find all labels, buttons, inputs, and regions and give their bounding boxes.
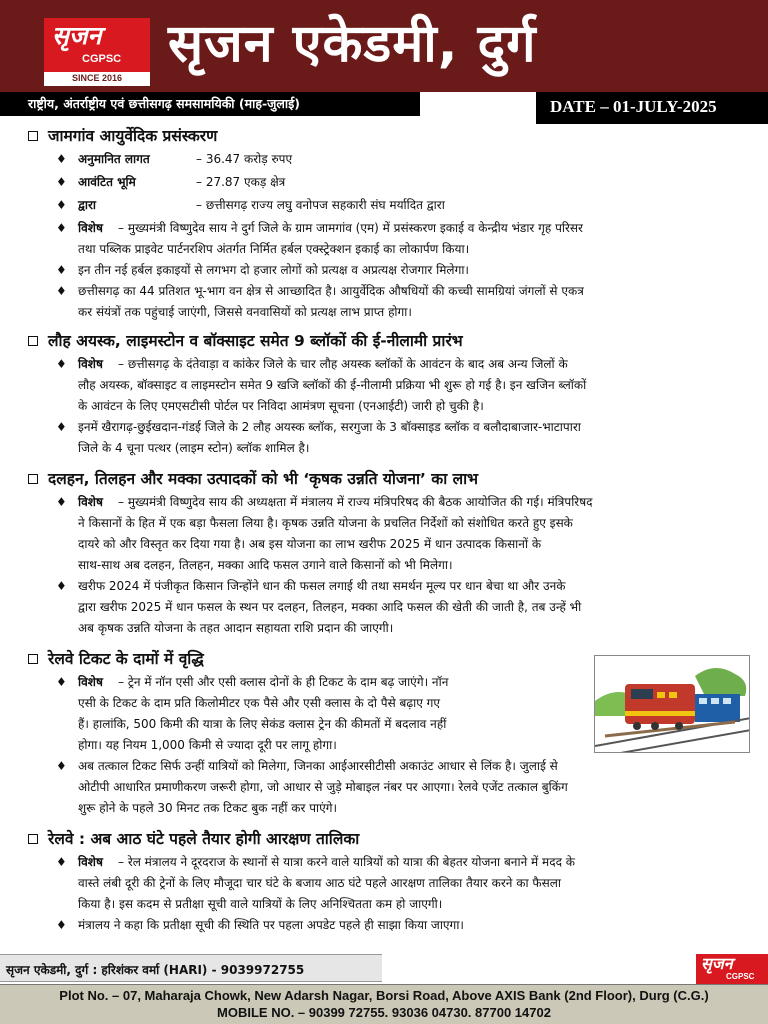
line-text: – मुख्यमंत्री विष्णुदेव साय ने दुर्ग जिले के ग्राम जामगांव (एम) में प्रसंस्करण इकाई व केन्द्रीय भंडार गृह परिसर: [118, 221, 583, 235]
line-text: ने किसानों के हित में एक बड़ा फैसला लिया है। कृषक उन्नति योजना के प्रचलित निर्देशों को संशोधित करते हुए इसके: [78, 516, 573, 530]
line-text: – 36.47 करोड़ रुपए: [196, 152, 293, 166]
line-label: अनुमानित लागत: [78, 152, 150, 166]
line-text: – 27.87 एकड़ क्षेत्र: [196, 175, 286, 189]
line-text: जिले के 4 चूना पत्थर (लाइम स्टोन) ब्लॉक शामिल है।: [78, 441, 310, 455]
line-label: विशेष: [78, 221, 103, 235]
line-text: साथ-साथ अब दलहन, तिलहन, मक्का आदि फसल उगाने वाले किसानों को भी मिलेगा।: [78, 558, 453, 572]
line-text: हैं। हालांकि, 500 किमी की यात्रा के लिए सेकंड क्लास ट्रेन की कीमतों में बदलाव नहीं: [78, 717, 447, 731]
line-text: मंत्रालय ने कहा कि प्रतीक्षा सूची की स्थिति पर पहला अपडेट पहले ही साझा किया जाएगा।: [78, 918, 464, 932]
line-text: वास्ते लंबी दूरी की ट्रेनों के लिए मौजूदा चार घंटे के बजाय आठ घंटे पहले आरक्षण तालिका तैयार करने का फैसला: [78, 876, 561, 890]
line-label: आवंटित भूमि: [78, 175, 136, 189]
checkbox-icon: [28, 654, 38, 664]
section-title: दलहन, तिलहन और मक्का उत्पादकों को भी ‘कृषक उन्नति योजना’ का लाभ: [48, 470, 479, 488]
checkbox-icon: [28, 474, 38, 484]
bullet-icon: ♦: [56, 284, 67, 298]
line-text: किया है। इस कदम से प्रतीक्षा सूची वाले यात्रियों के लिए अनिश्चितता कम हो जाएगी।: [78, 897, 443, 911]
checkbox-icon: [28, 336, 38, 346]
section-title: लौह अयस्क, लाइमस्टोन व बॉक्साइट समेत 9 ब्लॉकों की ई-नीलामी प्रारंभ: [48, 332, 463, 350]
footer-logo: [696, 954, 768, 984]
line-text: अब तत्काल टिकट सिर्फ उन्हीं यात्रियों को मिलेगा, जिनका आईआरसीटीसी अकाउंट आधार से लिंक है। जुलाई से: [78, 759, 558, 773]
bullet-icon: ♦: [56, 263, 67, 277]
footer-logo-hindi: सृजन: [701, 954, 733, 973]
header-banner: [0, 0, 768, 92]
line-text: छत्तीसगढ़ का 44 प्रतिशत भू-भाग वन क्षेत्र से आच्छादित है। आयुर्वेदिक औषधियों की कच्ची सामग्रियां जंगलों से एकत्र: [78, 284, 584, 298]
footer-contact-bar: [0, 954, 768, 982]
footer-name: सृजन एकेडमी, दुर्ग : हरिशंकर वर्मा (HARI) - 9039972755: [0, 954, 382, 982]
line-text: एसी के टिकट के दाम प्रति किलोमीटर एक पैसे और एसी क्लास के दो पैसे बढ़ाए गए: [78, 696, 441, 710]
bullet-icon: ♦: [56, 918, 67, 932]
logo-since-text: SINCE 2016: [71, 73, 123, 83]
bullet-icon: ♦: [56, 198, 67, 212]
logo-hindi-text: सृजन: [52, 21, 102, 50]
subheader-bar: [0, 92, 768, 124]
line-text: – ट्रेन में नॉन एसी और एसी क्लास दोनों के ही टिकट के दाम बढ़ जाएंगे। नॉन: [118, 675, 449, 689]
line-text: – रेल मंत्रालय ने दूरदराज के स्थानों से यात्रा करने वाले यात्रियों को यात्रा की बेहतर योजना बनाने में मदद के: [118, 855, 575, 869]
line-text: इन तीन नई हर्बल इकाइयों से लगभग दो हजार लोगों को प्रत्यक्ष व अप्रत्यक्ष रोजगार मिलेगा।: [78, 263, 469, 277]
line-text: – छत्तीसगढ़ राज्य लघु वनोपज सहकारी संघ मर्यादित द्वारा: [196, 198, 445, 212]
line-text: – छत्तीसगढ़ के दंतेवाड़ा व कांकेर जिले के चार लौह अयस्क ब्लॉकों के आवंटन के बाद अब अन्य जिलों के: [118, 357, 568, 371]
line-text: इनमें खैरागढ़-छुईखदान-गंडई जिले के 2 लौह अयस्क ब्लॉक, सरगुजा के 3 बॉक्साइड ब्लॉक व बलौदाबाजार-भाटापारा: [78, 420, 581, 434]
line-text: अब कृषक उन्नति योजना के तहत आदान सहायता राशि प्रदान की जाएगी।: [78, 621, 394, 635]
train-image: [594, 655, 750, 753]
bullet-icon: ♦: [56, 152, 67, 166]
bullet-icon: ♦: [56, 357, 67, 371]
mobile-text: MOBILE NO. – 90399 72755. 93036 04730. 87700 14702: [217, 1005, 551, 1020]
bullet-icon: ♦: [56, 175, 67, 189]
bullet-icon: ♦: [56, 855, 67, 869]
bullet-icon: ♦: [56, 579, 67, 593]
bullet-icon: ♦: [56, 759, 67, 773]
bullet-icon: ♦: [56, 675, 67, 689]
section-title: जामगांव आयुर्वेदिक प्रसंस्करण: [48, 127, 218, 145]
line-label: विशेष: [78, 855, 103, 869]
line-text: के आवंटन के लिए एमएसटीसी पोर्टल पर निविदा आमंत्रण सूचना (एनआईटी) जारी हो चुकी है।: [78, 399, 484, 413]
line-label: विशेष: [78, 357, 103, 371]
line-text: खरीफ 2024 में पंजीकृत किसान जिन्होंने धान की फसल लगाई थी तथा समर्थन मूल्य पर धान बेचा था और उनके: [78, 579, 566, 593]
footer-address: [0, 984, 768, 1024]
line-text: शुरू होने के पहले 30 मिनट तक टिकट बुक नहीं कर पाएंगे।: [78, 801, 338, 815]
academy-logo: [44, 18, 150, 86]
logo-cgpsc-text: CGPSC: [82, 53, 122, 65]
date-label: DATE – 01-JULY-2025: [536, 92, 768, 124]
bullet-icon: ♦: [56, 420, 67, 434]
section-title: रेलवे : अब आठ घंटे पहले तैयार होगी आरक्षण तालिका: [48, 830, 360, 848]
section-title: रेलवे टिकट के दामों में वृद्धि: [48, 650, 204, 668]
line-text: होगा। यह नियम 1,000 किमी से ज्यादा दूरी पर लागू होगा।: [78, 738, 337, 752]
line-text: दायरे को और विस्तृत कर दिया गया है। अब इस योजना का लाभ खरीफ 2025 में धान उत्पादक किसानों के: [78, 537, 542, 551]
address-text: Plot No. – 07, Maharaja Chowk, New Adarsh Nagar, Borsi Road, Above AXIS Bank (2nd Floor), Durg (C.G.): [59, 988, 709, 1003]
line-label: विशेष: [78, 675, 103, 689]
bullet-icon: ♦: [56, 495, 67, 509]
line-text: – मुख्यमंत्री विष्णुदेव साय की अध्यक्षता में मंत्रालय में राज्य मंत्रिपरिषद की बैठक आयोजित की गई। मंत्रिपरिषद: [118, 495, 593, 509]
line-text: ओटीपी आधारित प्रमाणीकरण जरूरी होगा, जो आधार से जुड़े मोबाइल नंबर पर आएगा। रेलवे एजेंट तत्काल बुकिंग: [78, 780, 568, 794]
checkbox-icon: [28, 131, 38, 141]
bullet-icon: ♦: [56, 221, 67, 235]
line-label: विशेष: [78, 495, 103, 509]
line-text: तथा पब्लिक प्राइवेट पार्टनरशिप अंतर्गत निर्मित हर्बल एक्स्ट्रेक्शन इकाई का लोकार्पण किया।: [78, 242, 470, 256]
footer-logo-cgpsc: CGPSC: [726, 972, 755, 981]
line-text: कर संयंत्रों तक पहुंचाई जाएंगी, जिससे वनवासियों को प्रत्यक्ष लाभ प्राप्त होगा।: [78, 305, 412, 319]
page-title: सृजन एकेडमी, दुर्ग: [168, 14, 537, 74]
line-text: लौह अयस्क, बॉक्साइट व लाइमस्टोन समेत 9 खजि ब्लॉकों की ई-नीलामी प्रक्रिया भी शुरू हो गई है। इन खजिन ब्लॉकों: [78, 378, 587, 392]
checkbox-icon: [28, 834, 38, 844]
line-label: द्वारा: [78, 198, 97, 212]
subtitle: राष्ट्रीय, अंतर्राष्ट्रीय एवं छत्तीसगढ़ समसामयिकी (माह-जुलाई): [0, 92, 420, 116]
line-text: द्वारा खरीफ 2025 में धान फसल के स्थन पर दलहन, तिलहन, मक्का आदि फसल की खेती की जाती है, तब उन्हें भी: [78, 600, 582, 614]
